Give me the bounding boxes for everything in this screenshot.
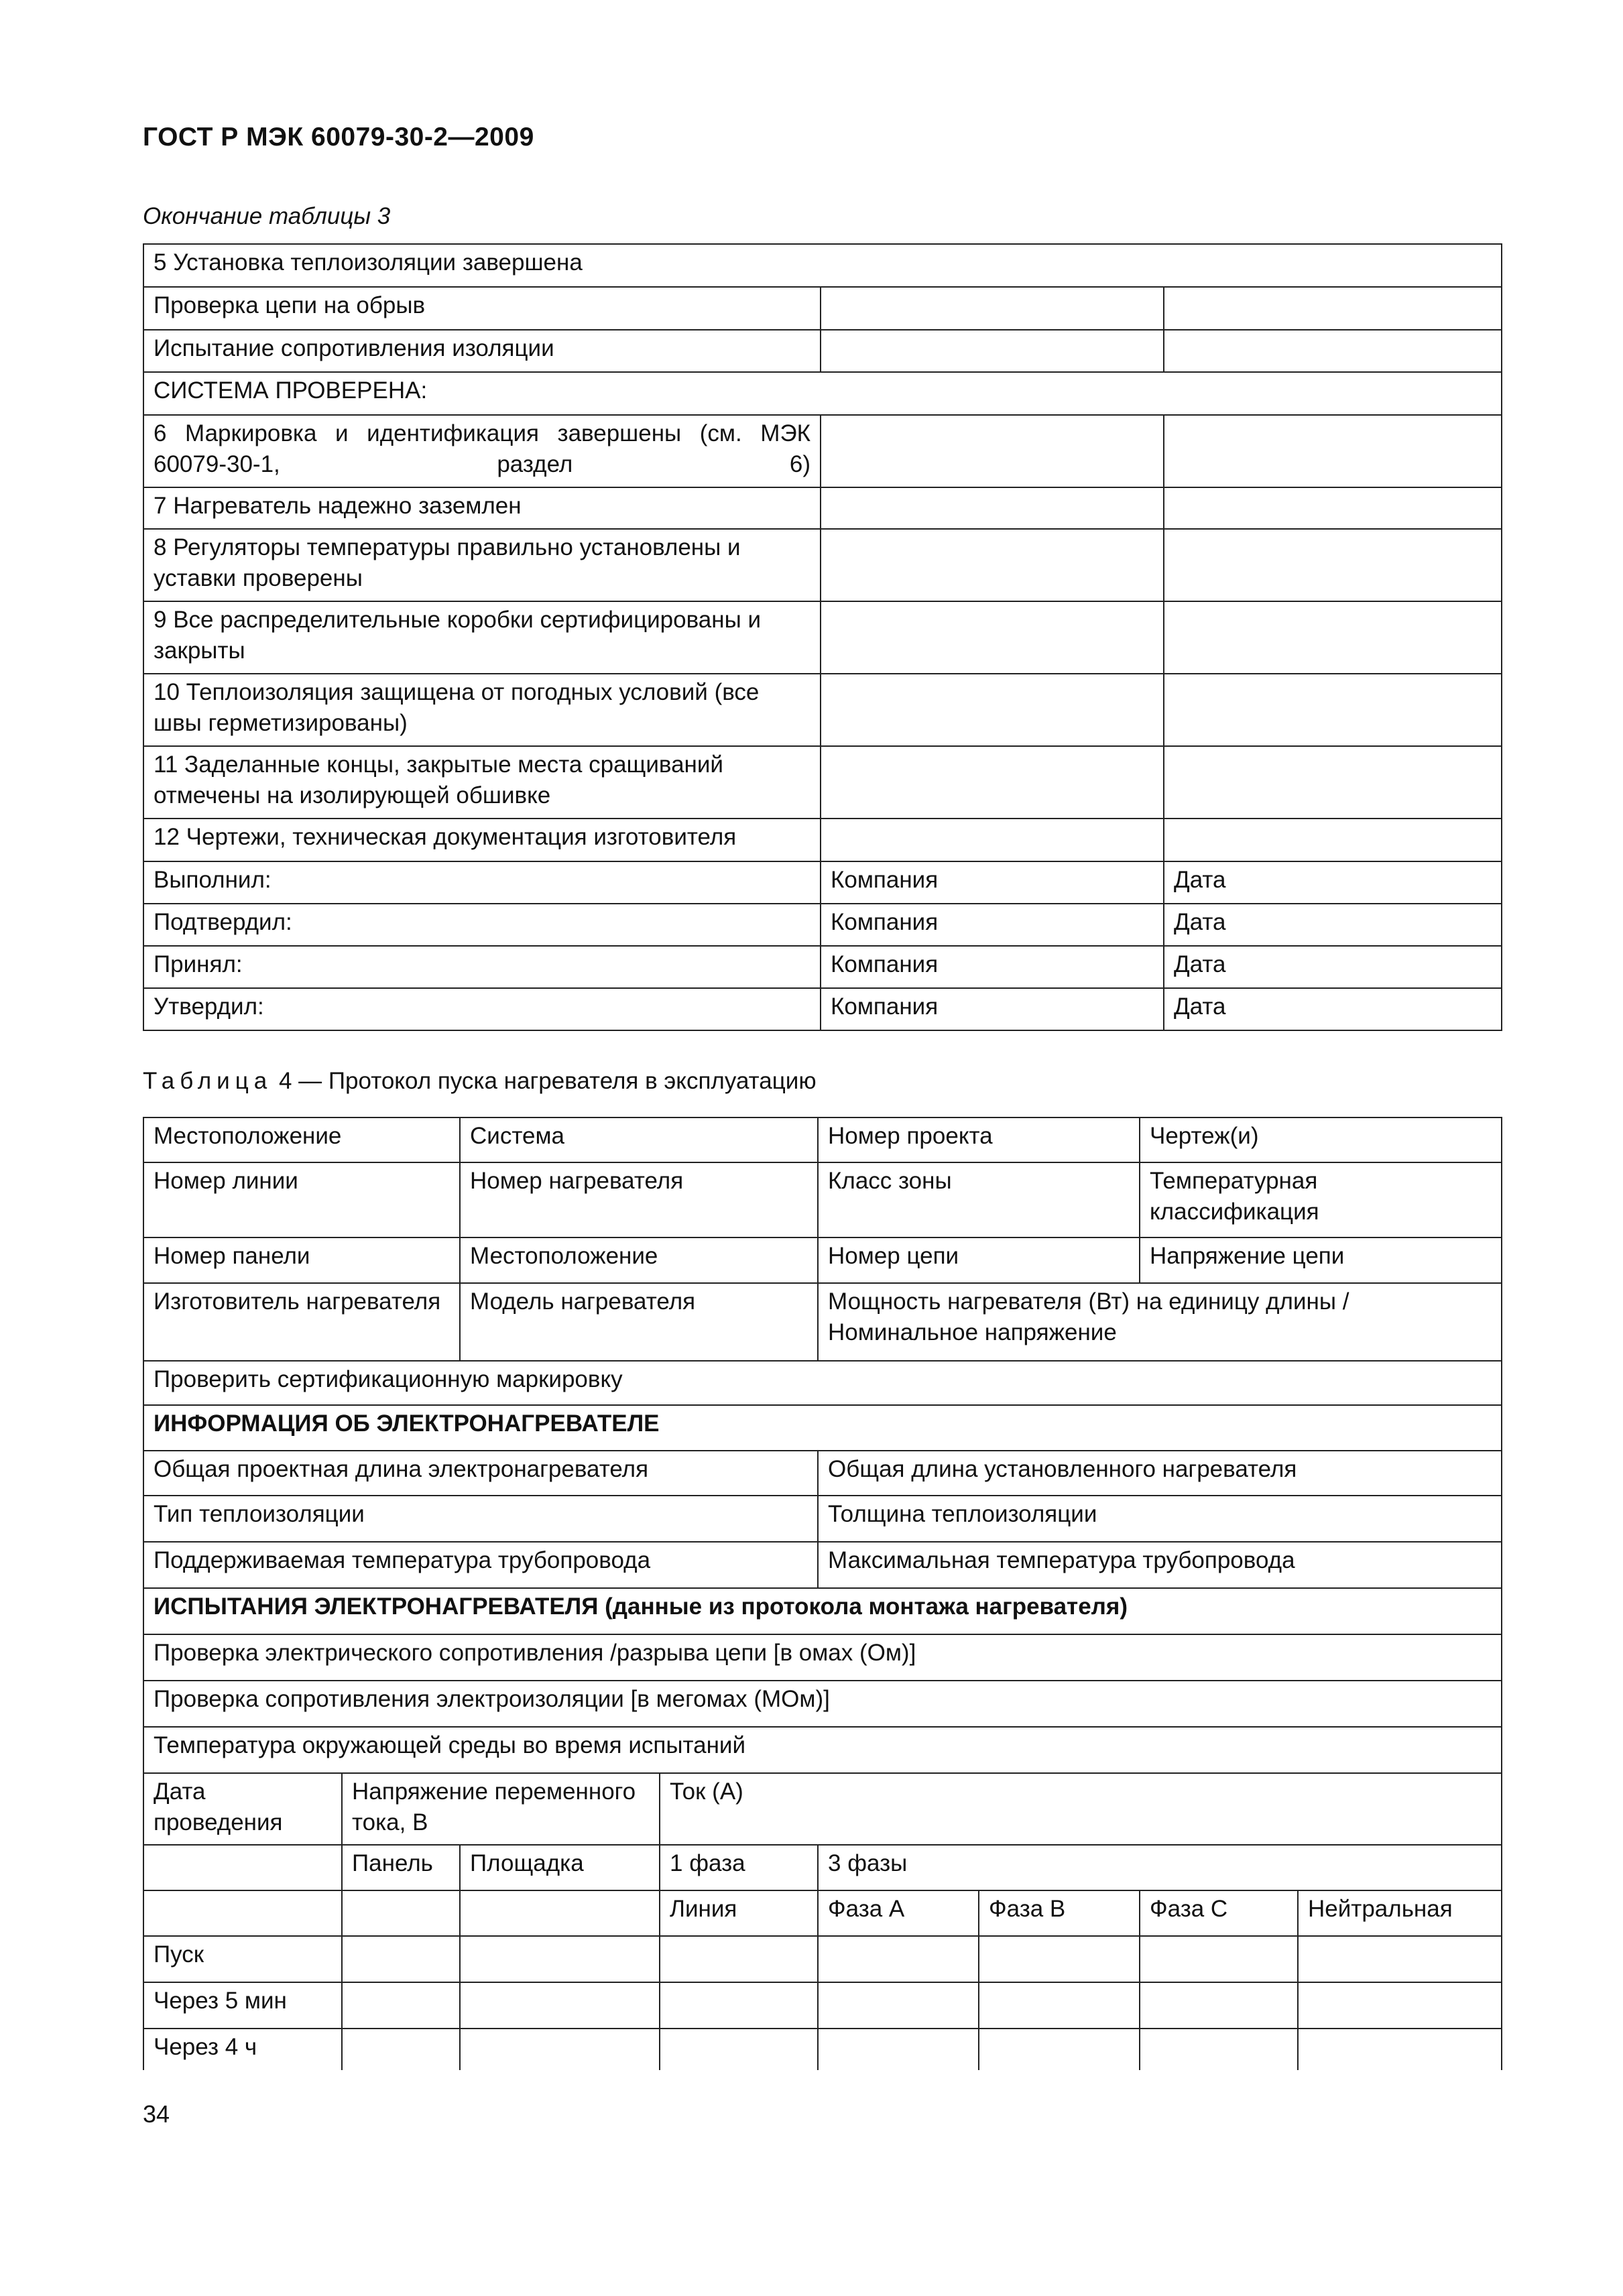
table4-cell: Номер нагревателя xyxy=(460,1162,818,1237)
table3-cell: Проверка цепи на обрыв xyxy=(143,287,821,330)
table3-empty-cell xyxy=(821,487,1164,529)
table-row xyxy=(143,601,1502,674)
table3-cell: Принял: xyxy=(143,946,821,988)
table4-empty-cell xyxy=(460,2029,660,2070)
table4-cell: Мощность нагревателя (Вт) на единицу длины / Номинальное напряжение xyxy=(818,1283,1502,1361)
table4-cell: Проверка сопротивления электроизоляции [в мегомах (МОм)] xyxy=(143,1681,1502,1727)
table4-cell: Номер проекта xyxy=(818,1117,1140,1162)
table3-cell: Компания xyxy=(821,904,1164,946)
table4-empty-cell xyxy=(660,1936,818,1982)
table-row xyxy=(143,1361,1502,1405)
table3-cell: 12 Чертежи, техническая документация изготовителя xyxy=(143,819,821,861)
table-row xyxy=(143,1936,1502,1982)
table3-cell: Дата xyxy=(1164,946,1502,988)
table4-cell: Проверка электрического сопротивления /разрыва цепи [в омах (Ом)] xyxy=(143,1634,1502,1681)
table-row xyxy=(143,819,1502,861)
table4-cell: Через 4 ч xyxy=(143,2029,342,2070)
table4-cell: Температура окружающей среды во время испытаний xyxy=(143,1727,1502,1773)
table3-empty-cell xyxy=(821,819,1164,861)
table4-cell: Ток (А) xyxy=(660,1773,1502,1845)
table3 xyxy=(143,243,1502,1031)
table4-empty-cell xyxy=(143,1845,342,1890)
table4-cell: Номер линии xyxy=(143,1162,460,1237)
table4-cell: Площадка xyxy=(460,1845,660,1890)
table3-cell: 11 Заделанные концы, закрытые места сращиваний отмечены на изолирующей обшивке xyxy=(143,746,821,819)
table3-cell: 7 Нагреватель надежно заземлен xyxy=(143,487,821,529)
table4-cell: Поддерживаемая температура трубопровода xyxy=(143,1542,818,1588)
table4-empty-cell xyxy=(660,1982,818,2029)
table4-cell: Местоположение xyxy=(143,1117,460,1162)
table-row xyxy=(143,988,1502,1030)
table3-empty-cell xyxy=(1164,674,1502,746)
table4-cell: Панель xyxy=(342,1845,460,1890)
table4-cell: Общая длина установленного нагревателя xyxy=(818,1451,1502,1496)
table3-cell: Испытание сопротивления изоляции xyxy=(143,330,821,372)
table4-empty-cell xyxy=(979,2029,1140,2070)
table3-cell: 6 Маркировка и идентификация завершены (см. МЭК 60079-30-1, раздел 6) xyxy=(143,415,821,487)
table4-cell: Тип теплоизоляции xyxy=(143,1496,818,1542)
table4-cell: Нейтральная xyxy=(1298,1890,1502,1936)
table-row xyxy=(143,861,1502,904)
table3-empty-cell xyxy=(821,674,1164,746)
table-row xyxy=(143,372,1502,415)
table3-cell: Компания xyxy=(821,946,1164,988)
table-row xyxy=(143,1634,1502,1681)
table4-cell: Температурная классификация xyxy=(1140,1162,1502,1237)
table-row xyxy=(143,1283,1502,1361)
table3-empty-cell xyxy=(821,601,1164,674)
table4 xyxy=(143,1117,1502,2070)
table4-cell: Толщина теплоизоляции xyxy=(818,1496,1502,1542)
table4-cell: Изготовитель нагревателя xyxy=(143,1283,460,1361)
table4-empty-cell xyxy=(342,2029,460,2070)
table3-cell: 10 Теплоизоляция защищена от погодных условий (все швы герметизированы) xyxy=(143,674,821,746)
table4-cell: Общая проектная длина электронагревателя xyxy=(143,1451,818,1496)
table-row xyxy=(143,244,1502,287)
table4-cell: Система xyxy=(460,1117,818,1162)
table4-cell: Линия xyxy=(660,1890,818,1936)
document-code: ГОСТ Р МЭК 60079-30-2—2009 xyxy=(143,123,534,152)
table4-empty-cell xyxy=(143,1890,342,1936)
table4-cell: Через 5 мин xyxy=(143,1982,342,2029)
table3-cell: Дата xyxy=(1164,988,1502,1030)
table3-cell: Утвердил: xyxy=(143,988,821,1030)
table3-empty-cell xyxy=(821,330,1164,372)
table3-empty-cell xyxy=(1164,746,1502,819)
table3-empty-cell xyxy=(1164,601,1502,674)
table-row xyxy=(143,1890,1502,1936)
table4-caption-title: 4 — Протокол пуска нагревателя в эксплуатацию xyxy=(272,1068,817,1094)
table4-caption-prefix: Таблица xyxy=(143,1068,273,1094)
table-row xyxy=(143,1451,1502,1496)
table3-empty-cell xyxy=(1164,287,1502,330)
table4-cell: Чертеж(и) xyxy=(1140,1117,1502,1162)
table-row xyxy=(143,904,1502,946)
table-row xyxy=(143,1588,1502,1634)
table3-empty-cell xyxy=(1164,487,1502,529)
table-row xyxy=(143,1773,1502,1845)
table-row xyxy=(143,487,1502,529)
table3-empty-cell xyxy=(821,529,1164,601)
table4-empty-cell xyxy=(342,1936,460,1982)
table-row xyxy=(143,529,1502,601)
table-row xyxy=(143,1162,1502,1237)
table-row xyxy=(143,1982,1502,2029)
table3-cell: 5 Установка теплоизоляции завершена xyxy=(143,244,1502,287)
table4-empty-cell xyxy=(460,1890,660,1936)
table-row xyxy=(143,1405,1502,1451)
table4-empty-cell xyxy=(1298,1982,1502,2029)
table3-cell: Подтвердил: xyxy=(143,904,821,946)
table-row xyxy=(143,415,1502,487)
table-row xyxy=(143,1542,1502,1588)
table3-cell: Выполнил: xyxy=(143,861,821,904)
table3-cell: Компания xyxy=(821,988,1164,1030)
table3-empty-cell xyxy=(1164,819,1502,861)
table4-empty-cell xyxy=(1298,1936,1502,1982)
table3-empty-cell xyxy=(821,415,1164,487)
table4-cell: Номер цепи xyxy=(818,1237,1140,1283)
table3-cell: 8 Регуляторы температуры правильно установлены и уставки проверены xyxy=(143,529,821,601)
table-row xyxy=(143,1845,1502,1890)
table4-empty-cell xyxy=(1140,1936,1298,1982)
table3-cell: СИСТЕМА ПРОВЕРЕНА: xyxy=(143,372,1502,415)
table3-empty-cell xyxy=(1164,330,1502,372)
table3-cell: Дата xyxy=(1164,904,1502,946)
table4-cell: Местоположение xyxy=(460,1237,818,1283)
table4-cell: Проверить сертификационную маркировку xyxy=(143,1361,1502,1405)
table-row xyxy=(143,2029,1502,2070)
table4-cell: Фаза В xyxy=(979,1890,1140,1936)
table4-cell: 1 фаза xyxy=(660,1845,818,1890)
table4-empty-cell xyxy=(1298,2029,1502,2070)
table4-cell: Класс зоны xyxy=(818,1162,1140,1237)
table4-cell: Модель нагревателя xyxy=(460,1283,818,1361)
section-heading: ИНФОРМАЦИЯ ОБ ЭЛЕКТРОНАГРЕВАТЕЛЕ xyxy=(143,1405,1502,1451)
table4-cell: Фаза А xyxy=(818,1890,979,1936)
table-row xyxy=(143,674,1502,746)
table4-empty-cell xyxy=(818,2029,979,2070)
table4-empty-cell xyxy=(460,1936,660,1982)
table3-empty-cell xyxy=(1164,415,1502,487)
table4-cell: Максимальная температура трубопровода xyxy=(818,1542,1502,1588)
table-row xyxy=(143,946,1502,988)
table4-empty-cell xyxy=(979,1982,1140,2029)
table4-cell: Номер панели xyxy=(143,1237,460,1283)
table-row xyxy=(143,746,1502,819)
table3-caption: Окончание таблицы 3 xyxy=(143,203,391,229)
table-row xyxy=(143,1727,1502,1773)
table4-empty-cell xyxy=(460,1982,660,2029)
table4-cell: Фаза С xyxy=(1140,1890,1298,1936)
table-row xyxy=(143,1496,1502,1542)
table4-empty-cell xyxy=(660,2029,818,2070)
table4-cell: Напряжение переменного тока, В xyxy=(342,1773,660,1845)
table3-cell: Компания xyxy=(821,861,1164,904)
table-row xyxy=(143,1117,1502,1162)
table4-empty-cell xyxy=(979,1936,1140,1982)
table4-empty-cell xyxy=(342,1982,460,2029)
table-row xyxy=(143,1237,1502,1283)
table-row xyxy=(143,330,1502,372)
table4-cell: Дата проведения xyxy=(143,1773,342,1845)
section-heading: ИСПЫТАНИЯ ЭЛЕКТРОНАГРЕВАТЕЛЯ (данные из протокола монтажа нагревателя) xyxy=(143,1588,1502,1634)
table3-cell: Дата xyxy=(1164,861,1502,904)
table4-empty-cell xyxy=(1140,1982,1298,2029)
table3-empty-cell xyxy=(1164,529,1502,601)
table3-empty-cell xyxy=(821,287,1164,330)
table3-empty-cell xyxy=(821,746,1164,819)
table4-caption xyxy=(143,1068,817,1095)
table-row xyxy=(143,287,1502,330)
table4-cell: 3 фазы xyxy=(818,1845,1502,1890)
page-number: 34 xyxy=(143,2100,170,2128)
table3-cell: 9 Все распределительные коробки сертифицированы и закрыты xyxy=(143,601,821,674)
table4-cell: Напряжение цепи xyxy=(1140,1237,1502,1283)
table4-empty-cell xyxy=(818,1982,979,2029)
table-row xyxy=(143,1681,1502,1727)
table4-empty-cell xyxy=(342,1890,460,1936)
table4-cell: Пуск xyxy=(143,1936,342,1982)
table4-empty-cell xyxy=(818,1936,979,1982)
table4-empty-cell xyxy=(1140,2029,1298,2070)
